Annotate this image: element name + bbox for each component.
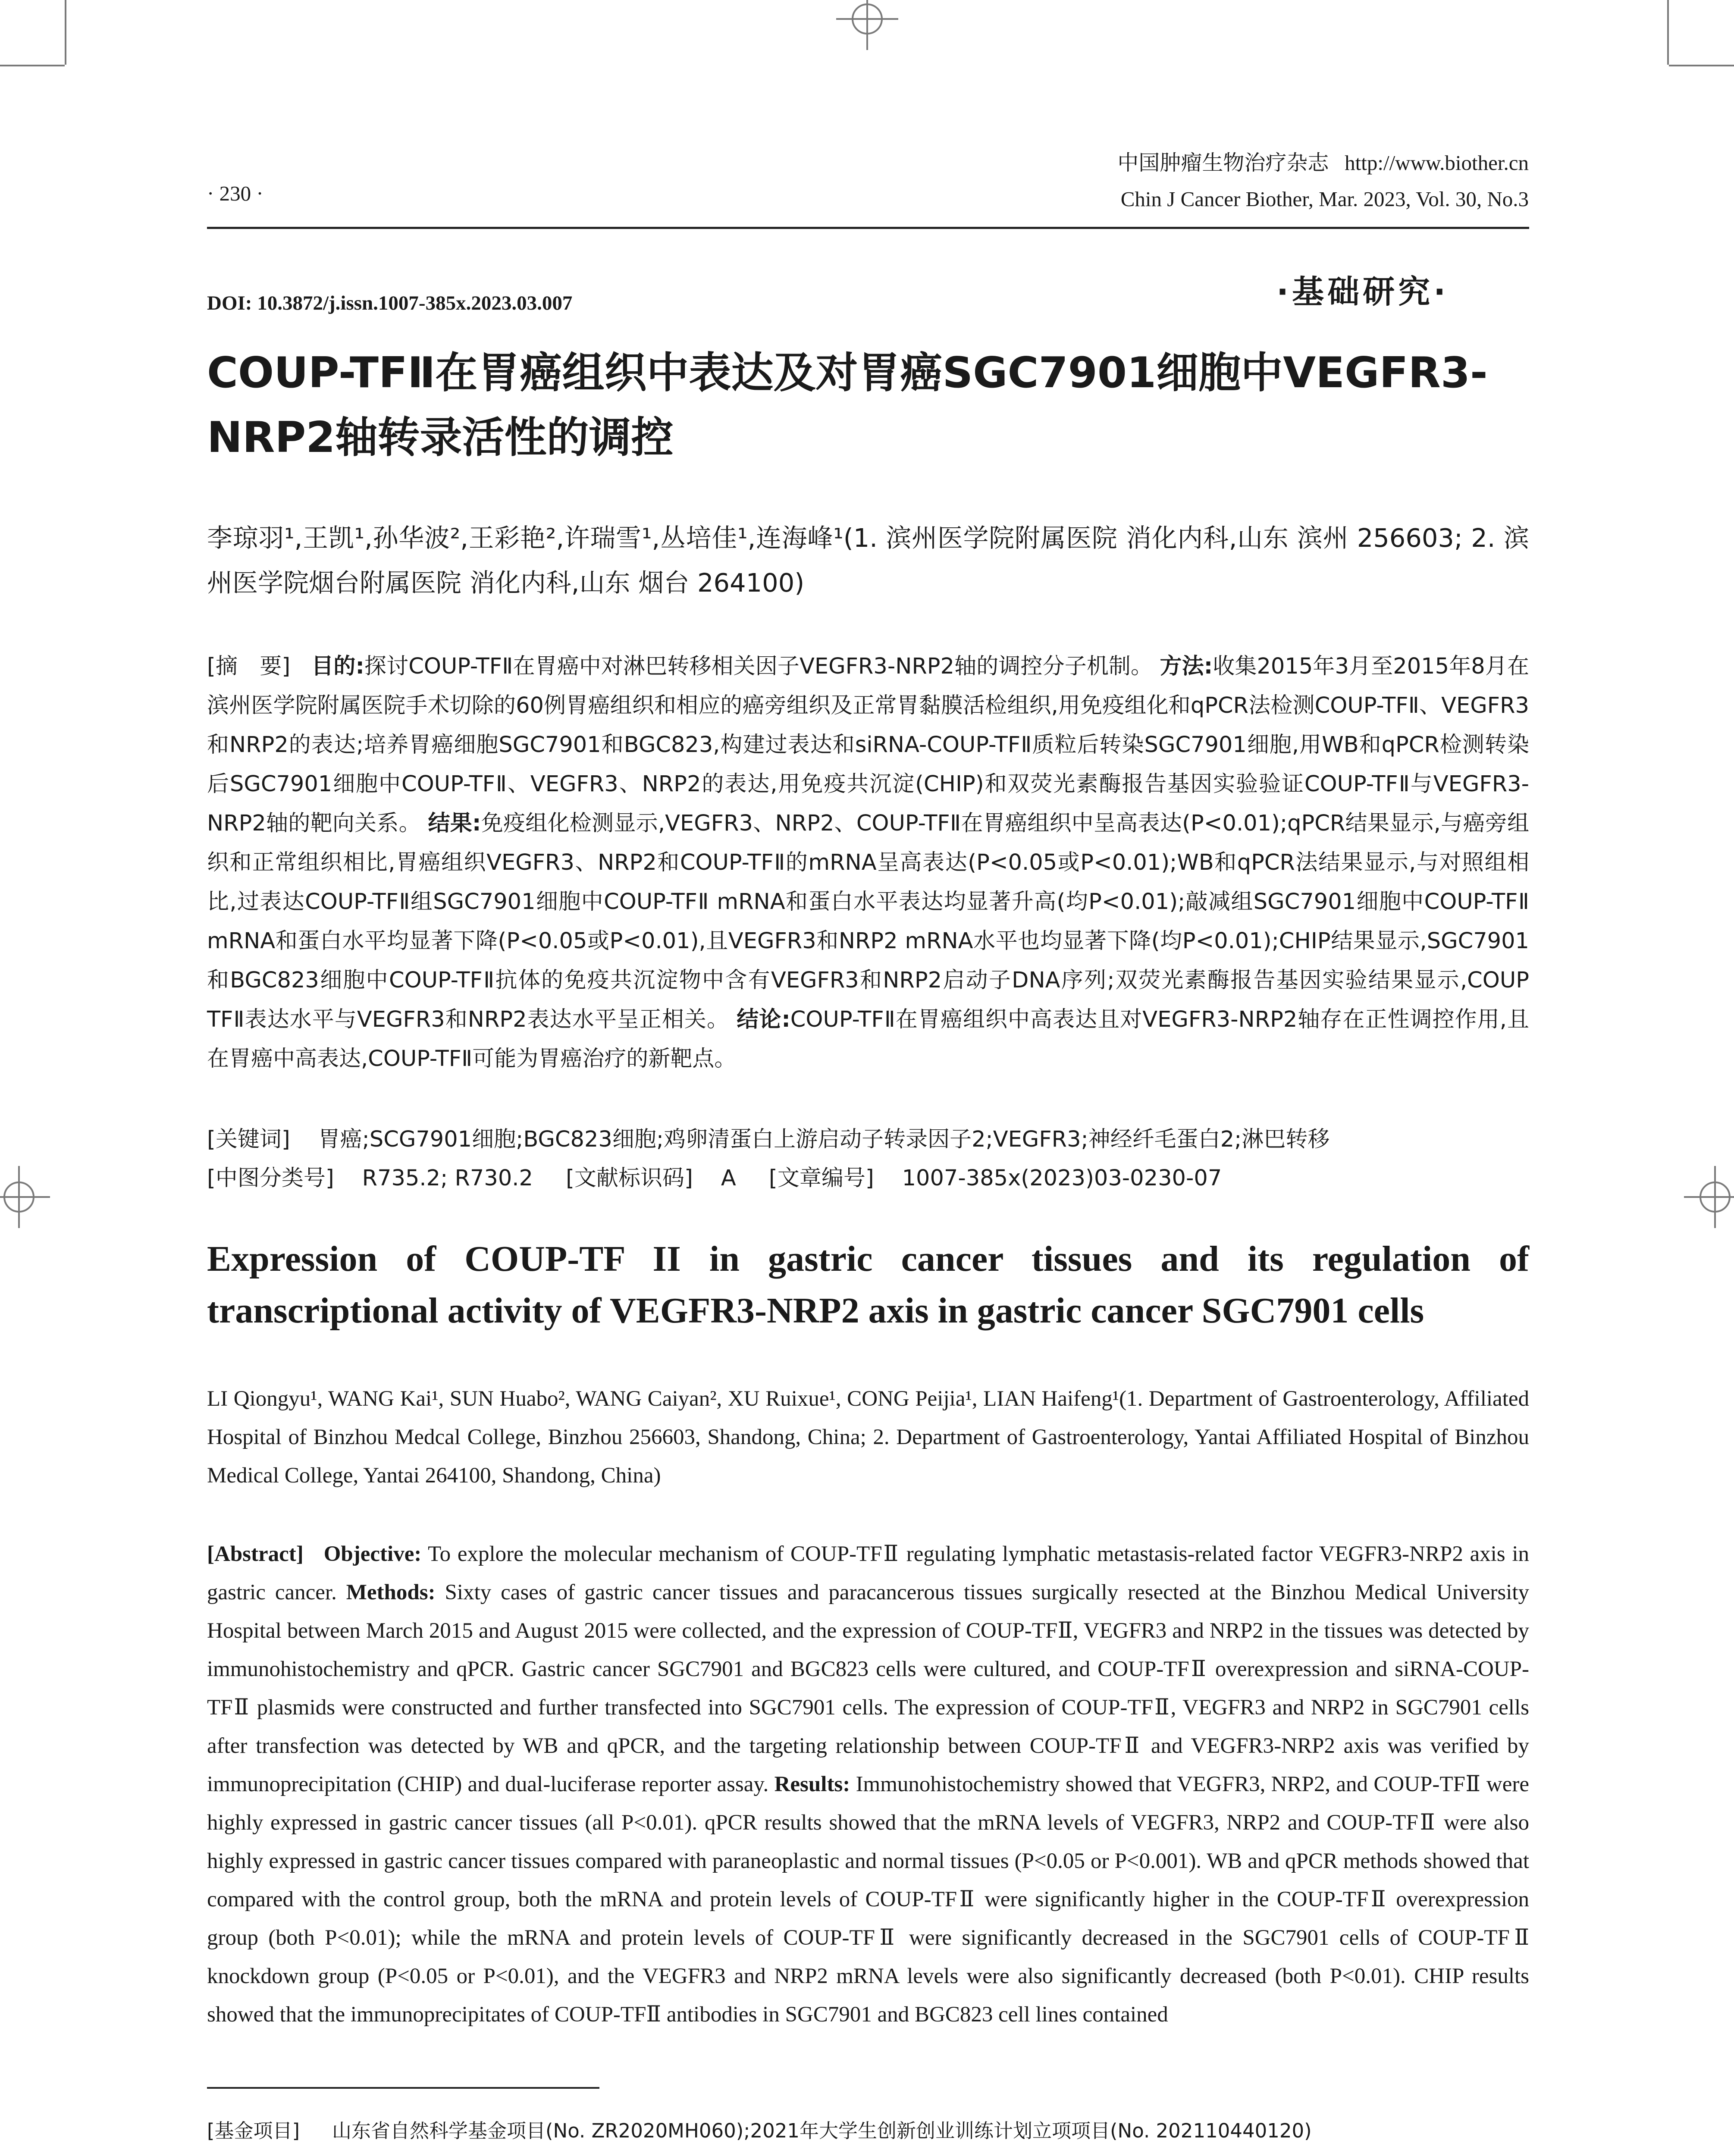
keywords-text: 胃癌;SCG7901细胞;BGC823细胞;鸡卵清蛋白上游启动子转录因子2;VEGFR3;神经纤毛蛋白2;淋巴转移 <box>318 1127 1330 1152</box>
results-en-label: Results: <box>774 1772 850 1796</box>
footnote-rule <box>207 2087 599 2089</box>
header-rule <box>207 227 1529 229</box>
keywords-label: [关键词] <box>207 1127 290 1152</box>
title-cn: COUP-TFⅡ在胃癌组织中表达及对胃癌SGC7901细胞中VEGFR3-NRP2轴转录活性的调控 <box>207 348 1488 462</box>
journal-line <box>1117 145 1529 181</box>
results-text: 免疫组化检测显示,VEGFR3、NRP2、COUP-TFⅡ在胃癌组织中呈高表达(P<0.01);qPCR结果显示,与癌旁组织和正常组织相比,胃癌组织VEGFR3、NRP2和COUP-TFⅡ的mRNA呈高表达(P<0.05或P<0.01);WB和qPCR法结果显示,与对照组相比,过表达COUP-TFⅡ组SGC7901细胞中COUP-TFⅡ mRNA和蛋白水平表达均显著升高(均P<0.01);敲减组SGC7901细胞中COUP-TFⅡ mRNA和蛋白水平均显著下降(P<0.05或P<0.01),且VEGFR3和NRP2 mRNA水平也均显著下降(均P<0.01);CHIP结果显示,SGC7901和BGC823细胞中COUP-TFⅡ抗体的免疫共沉淀物中含有VEGFR3和NRP2启动子DNA序列;双荧光素酶报告基因实验结果显示,COUP TFⅡ表达水平与VEGFR3和NRP2表达水平呈正相关。 <box>207 811 1529 1032</box>
crop-mark <box>1667 0 1669 65</box>
abstract-label: [摘 要] <box>207 654 291 679</box>
article-number-value: 1007-385x(2023)03-0230-07 <box>902 1166 1222 1191</box>
registration-mark <box>3 1181 34 1213</box>
conclusion-text: COUP-TFⅡ在胃癌组织中高表达且对VEGFR3-NRP2轴存在正性调控作用,且在胃癌中高表达,COUP-TFⅡ可能为胃癌治疗的新靶点。 <box>207 1007 1529 1072</box>
objective-en-text: To explore the molecular mechanism of COUP-TFⅡ regulating lymphatic metastasis-related factor VEGFR3-NRP2 axis in gastric cancer. <box>207 1542 1529 1604</box>
footnote-label <box>207 2152 332 2156</box>
methods-text: 收集2015年3月至2015年8月在滨州医学院附属医院手术切除的60例胃癌组织和相应的癌旁组织及正常胃黏膜活检组织,用免疫组化和qPCR法检测COUP-TFⅡ、VEGFR3和NRP2的表达;培养胃癌细胞SGC7901和BGC823,构建过表达和siRNA-COUP-TFⅡ质粒后转染SGC7901细胞,用WB和qPCR检测转染后SGC7901细胞中COUP-TFⅡ、VEGFR3、NRP2的表达,用免疫共沉淀(CHIP)和双荧光素酶报告基因实验验证COUP-TFⅡ与VEGFR3-NRP2轴的靶向关系。 <box>207 654 1529 836</box>
authors-en: LI Qiongyu¹, WANG Kai¹, SUN Huabo², WANG Caiyan², XU Ruixue¹, CONG Peijia¹, LIAN Haifeng¹(1. Department of Gastroenterology, Affiliated Hospital of Binzhou Medcal College, Binzhou 256603, Shandong, China; 2. Department of Gastroenterology, Yantai Affiliated Hospital of Binzhou Medical College, Yantai 264100, Shandong, China) <box>207 1387 1529 1488</box>
page-number: · 230 · <box>207 182 263 205</box>
crop-mark <box>0 65 65 66</box>
footnote-label: [基金项目] <box>207 2119 300 2142</box>
keywords-cn <box>207 1121 1330 1153</box>
conclusion-label: 结论: <box>737 1007 790 1032</box>
results-label: 结果: <box>428 811 481 836</box>
crop-mark <box>65 0 66 65</box>
footnote-author-bio <box>207 2152 1186 2156</box>
methods-label: 方法: <box>1160 654 1213 679</box>
registration-mark <box>1700 1181 1731 1213</box>
clc-label: [中图分类号] <box>207 1166 334 1191</box>
running-header <box>1117 145 1529 217</box>
abstract-cn <box>207 647 1529 1078</box>
doc-code-value: A <box>721 1166 736 1191</box>
methods-en-text: Sixty cases of gastric cancer tissues and paracancerous tissues surgically resected at the Binzhou Medical University Hospital between March 2015 and August 2015 were collected, and the expression of COUP-TFⅡ, VEGFR3 and NRP2 in the tissues was detected by immunohistochemistry and qPCR. Gastric cancer SGC7901 and BGC823 cells were cultured, and COUP-TFⅡ overexpression and siRNA-COUP-TFⅡ plasmids were constructed and further transfected into SGC7901 cells. The expression of COUP-TFⅡ, VEGFR3 and NRP2 in SGC7901 cells after transfection was detected by WB and qPCR, and the targeting relationship between COUP-TFⅡ and VEGFR3-NRP2 axis was verified by immunoprecipitation (CHIP) and dual-luciferase reporter assay. <box>207 1580 1530 1796</box>
abstract-en-label: [Abstract] <box>207 1542 304 1566</box>
footnote-funding <box>207 2115 1312 2143</box>
authors-cn: 李琼羽¹,王凯¹,孙华波²,王彩艳²,许瑞雪¹,丛培佳¹,连海峰¹(1. 滨州医学院附属医院 消化内科,山东 滨州 256603; 2. 滨州医学院烟台附属医院 消化内科,山东 烟台 264100) <box>207 523 1529 598</box>
clc-value: R735.2; R730.2 <box>362 1166 533 1191</box>
objective-label: 目的: <box>311 654 364 679</box>
article-number-label: [文章编号] <box>768 1166 874 1191</box>
journal-name-cn: 中国肿瘤生物治疗杂志 <box>1117 151 1329 175</box>
methods-en-label: Methods: <box>346 1580 436 1604</box>
section-label: ·基础研究· <box>1276 273 1449 310</box>
classification-line <box>207 1160 1222 1192</box>
objective-text: 探讨COUP-TFⅡ在胃癌中对淋巴转移相关因子VEGFR3-NRP2轴的调控分子机制。 <box>364 654 1153 679</box>
results-en-text: Immunohistochemistry showed that VEGFR3, NRP2, and COUP-TFⅡ were highly expressed in gastric cancer tissues (all P<0.01). qPCR results showed that the mRNA levels of VEGFR3, NRP2 and COUP-TFⅡ were also highly expressed in gastric cancer tissues compared with paraneoplastic and normal tissues (P<0.05 or P<0.001). WB and qPCR methods showed that compared with the control group, both the mRNA and protein levels of COUP-TFⅡ were significantly higher in the COUP-TFⅡ overexpression group (both P<0.01); while the mRNA and protein levels of COUP-TFⅡ were significantly decreased in the SGC7901 cells of COUP-TFⅡ knockdown group (P<0.05 or P<0.01), and the VEGFR3 and NRP2 mRNA levels were also significantly decreased (both P<0.01). CHIP results showed that the immunoprecipitates of COUP-TFⅡ antibodies in SGC7901 and BGC823 cell lines contained <box>207 1772 1530 2027</box>
journal-url[interactable]: http://www.biother.cn <box>1345 151 1529 175</box>
crop-mark <box>1669 65 1734 66</box>
doi[interactable]: DOI: 10.3872/j.issn.1007-385x.2023.03.007 <box>207 292 573 314</box>
registration-mark <box>852 3 883 34</box>
objective-en-label: Objective: <box>323 1542 422 1566</box>
title-en: Expression of COUP-TF II in gastric cancer tissues and its regulation of transcriptional activity of VEGFR3-NRP2 axis in gastric cancer SGC7901 cells <box>207 1239 1529 1331</box>
abstract-en <box>207 1535 1529 2034</box>
doc-code-label: [文献标识码] <box>566 1166 693 1191</box>
footnote-text: 山东省自然科学基金项目(No. ZR2020MH060);2021年大学生创新创业训练计划立项项目(No. 202110440120) <box>332 2119 1312 2142</box>
journal-name-en: Chin J Cancer Biother, Mar. 2023, Vol. 30, No.3 <box>1120 187 1529 211</box>
